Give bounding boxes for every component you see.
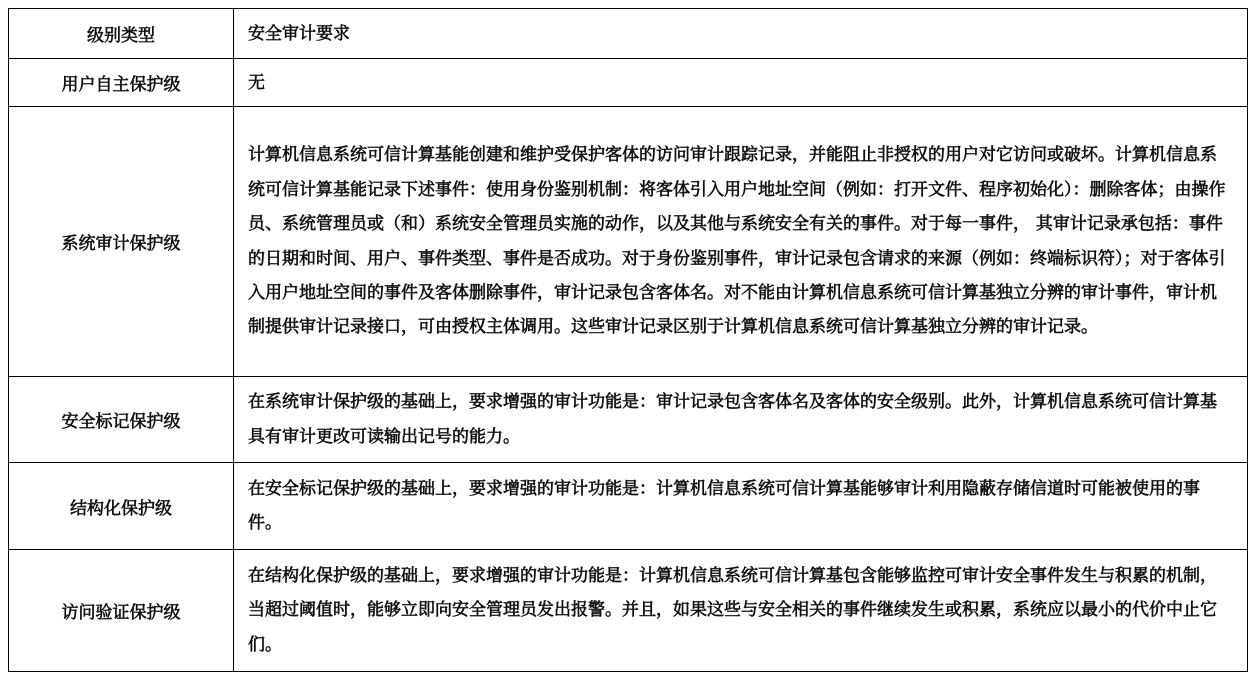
requirement-text: 无: [248, 72, 265, 93]
security-audit-table: [8, 8, 1248, 672]
level-label: 访问验证保护级: [61, 603, 181, 623]
requirement-cell: [234, 107, 1248, 377]
header-requirement-cell: [234, 9, 1248, 59]
table-header-row: [9, 9, 1248, 59]
requirement-cell: [234, 550, 1248, 672]
level-label: 系统审计保护级: [61, 234, 181, 254]
level-cell: [9, 377, 234, 463]
level-cell: [9, 463, 234, 550]
header-level-label: 级别类型: [87, 26, 155, 46]
table-row: [9, 463, 1248, 550]
requirement-text: 在结构化保护级的基础上，要求增强的审计功能是：计算机信息系统可信计算基包含能够监控可审计安全事件发生与积累的机制，当超过阈值时，能够立即向安全管理员发出报警。并且，如果这些与安全相关的事件继续发生或积累，系统应以最小的代价中止它们。: [248, 565, 1217, 655]
table-row: [9, 550, 1248, 672]
level-label: 用户自主保护级: [61, 75, 181, 95]
requirement-cell: [234, 59, 1248, 107]
level-cell: [9, 59, 234, 107]
table-row: [9, 377, 1248, 463]
requirement-text: 在安全标记保护级的基础上，要求增强的审计功能是：计算机信息系统可信计算基能够审计利用隐蔽存储信道时可能被使用的事件。: [248, 478, 1200, 533]
level-cell: [9, 550, 234, 672]
header-level-cell: [9, 9, 234, 59]
header-requirement-label: 安全审计要求: [248, 23, 350, 44]
requirement-text: 计算机信息系统可信计算基能创建和维护受保护客体的访问审计跟踪记录，并能阻止非授权的用户对它访问或破坏。计算机信息系统可信计算基能记录下述事件：使用身份鉴别机制：将客体引入用户地址空间（例如：打开文件、程序初始化）：删除客体；由操作员、系统管理员或（和）系统安全管理员实施的动作，以及其他与系统安全有关的事件。对于每一事件， 其审计记录承包括：事件的日期和时间、用户、事件类型、事件是否成功。对于身份鉴别事件，审计记录包含请求的来源（例如：终端标识符）；对于客体引入用户地址空间的事件及客体删除事件，审计记录包含客体名。对不能由计算机信息系统可信计算基独立分辨的审计事件，审计机制提供审计记录接口，可由授权主体调用。这些审计记录区别于计算机信息系统可信计算基独立分辨的审计记录。: [248, 145, 1226, 338]
table-row: [9, 59, 1248, 107]
requirement-text: 在系统审计保护级的基础上，要求增强的审计功能是：审计记录包含客体名及客体的安全级别。此外，计算机信息系统可信计算基具有审计更改可读输出记号的能力。: [248, 392, 1217, 447]
table-row: [9, 107, 1248, 377]
level-label: 结构化保护级: [70, 498, 172, 519]
level-cell: [9, 107, 234, 377]
level-label: 安全标记保护级: [61, 412, 181, 432]
requirement-cell: [234, 377, 1248, 463]
requirement-cell: [234, 463, 1248, 550]
